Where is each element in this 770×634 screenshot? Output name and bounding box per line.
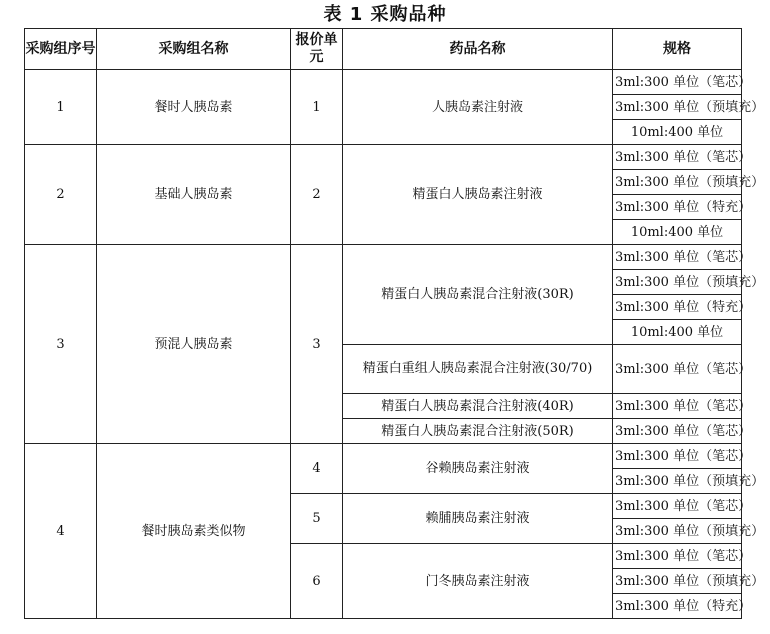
- drug-name-text: 精蛋白重组人胰岛素混合注射液(30/70): [362, 361, 593, 376]
- spec-cell: 10ml:400 单位: [613, 320, 742, 345]
- spec-cell: 3ml:300 单位（笔芯）: [613, 544, 742, 569]
- group-name-cell: 餐时胰岛素类似物: [97, 444, 291, 619]
- spec-cell: 3ml:300 单位（笔芯）: [613, 419, 742, 444]
- drug-name-cell: 精蛋白人胰岛素混合注射液(50R): [343, 419, 613, 444]
- quote-unit-cell: 5: [291, 494, 343, 544]
- table-row: [25, 245, 742, 270]
- spec-cell: 3ml:300 单位（预填充）: [613, 519, 742, 544]
- spec-cell: 3ml:300 单位（预填充）: [613, 569, 742, 594]
- drug-name-cell: 精蛋白人胰岛素注射液: [343, 145, 613, 245]
- table-row: [25, 145, 742, 170]
- drug-name-cell: 门冬胰岛素注射液: [343, 544, 613, 619]
- spec-cell: 3ml:300 单位（笔芯）: [613, 394, 742, 419]
- spec-cell: 3ml:300 单位（笔芯）: [613, 494, 742, 519]
- spec-cell: 3ml:300 单位（特充）: [613, 195, 742, 220]
- spec-cell: 3ml:300 单位（笔芯）: [613, 70, 742, 95]
- drug-name-cell: 赖脯胰岛素注射液: [343, 494, 613, 544]
- group-number-cell: 4: [25, 444, 97, 619]
- table-row: [25, 70, 742, 95]
- header-group-name: 采购组名称: [97, 29, 291, 70]
- drug-name-cell: [343, 345, 613, 394]
- spec-cell: 3ml:300 单位（特充）: [613, 594, 742, 619]
- spec-cell: 3ml:300 单位（笔芯）: [613, 245, 742, 270]
- quote-unit-cell: 3: [291, 245, 343, 444]
- group-name-cell: 预混人胰岛素: [97, 245, 291, 444]
- drug-name-cell: 人胰岛素注射液: [343, 70, 613, 145]
- spec-cell: 3ml:300 单位（笔芯）: [613, 345, 742, 394]
- spec-cell: 3ml:300 单位（预填充）: [613, 270, 742, 295]
- table-body: [25, 70, 765, 619]
- header-drug-name: 药品名称: [343, 29, 613, 70]
- spec-cell: 3ml:300 单位（特充）: [613, 295, 742, 320]
- spec-cell: 10ml:400 单位: [613, 220, 742, 245]
- drug-name-cell: 精蛋白人胰岛素混合注射液(30R): [343, 245, 613, 345]
- spec-cell: 3ml:300 单位（预填充）: [613, 170, 742, 195]
- spec-cell: 10ml:400 单位: [613, 120, 742, 145]
- drug-name-cell: 精蛋白人胰岛素混合注射液(40R): [343, 394, 613, 419]
- group-name-cell: 餐时人胰岛素: [97, 70, 291, 145]
- group-name-cell: 基础人胰岛素: [97, 145, 291, 245]
- table-row: [25, 444, 742, 469]
- spec-cell: 3ml:300 单位（预填充）: [613, 95, 742, 120]
- table-title: 表 1 采购品种: [323, 4, 447, 25]
- drug-name-cell: 谷赖胰岛素注射液: [343, 444, 613, 494]
- spec-cell: 3ml:300 单位（预填充）: [613, 469, 742, 494]
- spec-cell: 3ml:300 单位（笔芯）: [613, 444, 742, 469]
- header-group-no: 采购组序号: [25, 29, 97, 70]
- quote-unit-cell: 1: [291, 70, 343, 145]
- group-number-cell: 2: [25, 145, 97, 245]
- quote-unit-cell: 4: [291, 444, 343, 494]
- header-spec: 规格: [613, 29, 742, 70]
- group-number-cell: 3: [25, 245, 97, 444]
- group-number-cell: 1: [25, 70, 97, 145]
- header-row: [25, 29, 742, 70]
- spec-cell: 3ml:300 单位（笔芯）: [613, 145, 742, 170]
- quote-unit-cell: 2: [291, 145, 343, 245]
- quote-unit-cell: 6: [291, 544, 343, 619]
- procurement-table: [24, 28, 765, 619]
- header-quote-unit: 报价单元: [291, 29, 343, 70]
